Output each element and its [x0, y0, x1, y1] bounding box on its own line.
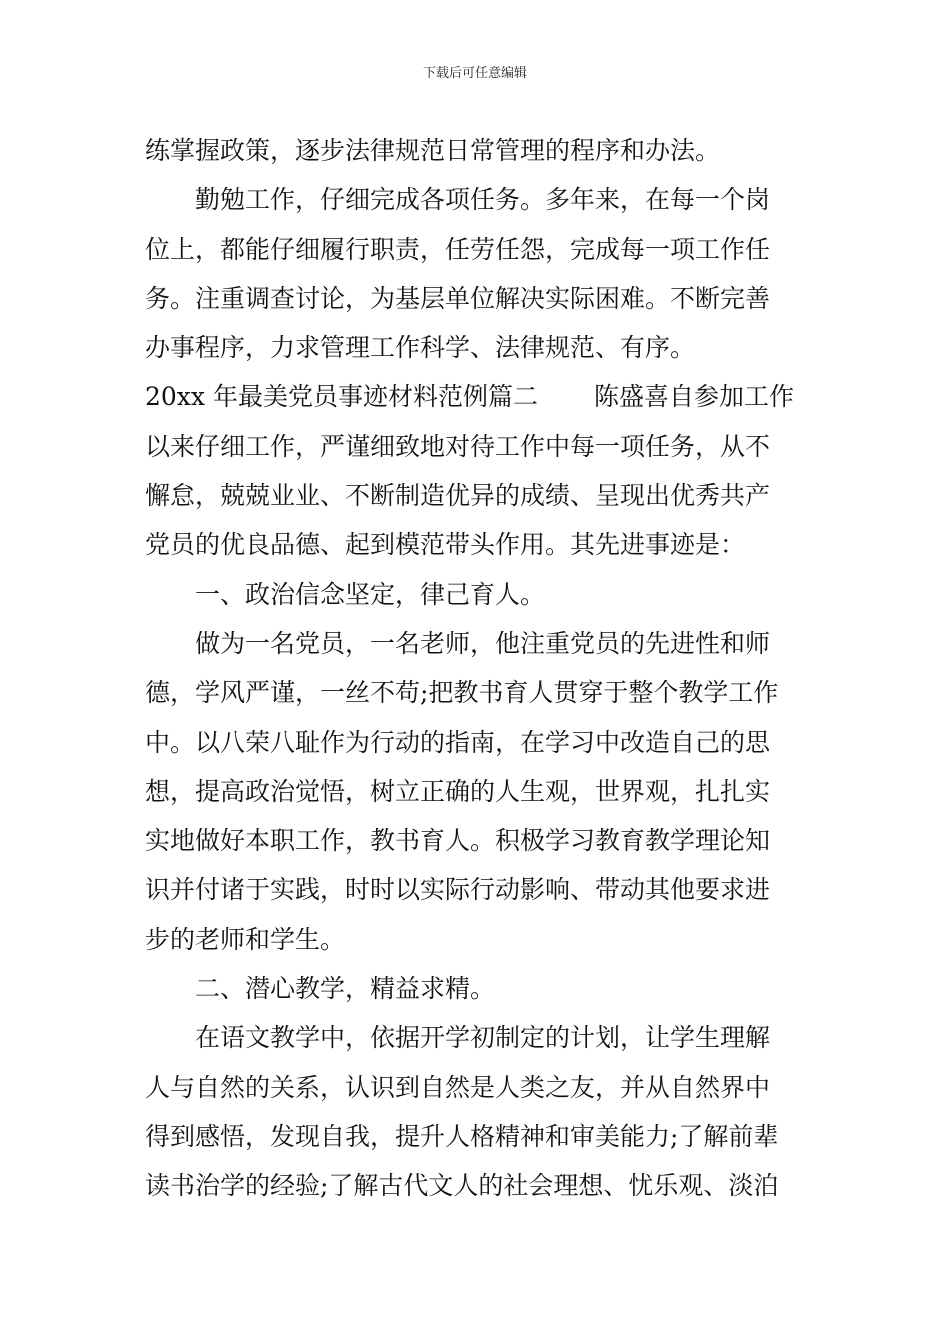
text-line	[145, 422, 807, 471]
line-text: 人与自然的关系，认识到自然是人类之友，并从自然界中	[145, 1072, 771, 1102]
text-line	[145, 471, 807, 520]
document-body	[145, 126, 807, 1211]
text-line	[145, 1161, 807, 1210]
line-text: 练掌握政策，逐步法律规范日常管理的程序和办法。	[145, 136, 721, 165]
line-text: 中。以八荣八耻作为行动的指南，在学习中改造自己的思	[145, 727, 771, 757]
line-text: 办事程序，力求管理工作科学、法律规范、有序。	[145, 333, 696, 363]
text-line	[145, 718, 807, 767]
text-line	[145, 175, 807, 224]
line-text: 一、政治信念坚定，律己育人。	[195, 579, 546, 609]
text-line	[145, 1013, 807, 1062]
text-line	[145, 619, 807, 668]
text-line	[145, 323, 807, 372]
text-line	[145, 520, 807, 569]
line-text: 以来仔细工作，严谨细致地对待工作中每一项任务，从不	[145, 431, 771, 461]
line-text: 实地做好本职工作，教书育人。积极学习教育教学理论知	[145, 826, 771, 856]
line-text: 位上，都能仔细履行职责，任劳任怨，完成每一项工作任	[145, 234, 771, 264]
text-line	[145, 225, 807, 274]
text-line	[145, 816, 807, 865]
line-text: 勤勉工作，仔细完成各项任务。多年来，在每一个岗	[195, 185, 771, 215]
line-text: 德，学风严谨，一丝不苟;把教书育人贯穿于整个教学工作	[145, 678, 779, 708]
line-text: 识并付诸于实践，时时以实际行动影响、带动其他要求进	[145, 875, 771, 905]
line-text: 懈怠，兢兢业业、不断制造优异的成绩、呈现出优秀共产	[145, 481, 771, 511]
line-text: 做为一名党员，一名老师，他注重党员的先进性和师	[195, 628, 771, 658]
line-text: 想，提高政治觉悟，树立正确的人生观，世界观，扎扎实	[145, 776, 771, 806]
text-line	[145, 570, 807, 619]
text-line	[145, 274, 807, 323]
line-text: 务。注重调查讨论，为基层单位解决实际困难。不断完善	[145, 283, 771, 313]
line-text: 得到感悟，发现自我，提升人格精神和审美能力;了解前辈	[145, 1121, 779, 1151]
text-line	[145, 767, 807, 816]
line-text: 步的老师和学生。	[145, 924, 346, 954]
page-header: 下载后可任意编辑	[422, 66, 527, 81]
section-heading: 20xx 年最美党员事迹材料范例篇二	[145, 382, 538, 412]
line-text: 读书治学的经验;了解古代文人的社会理想、忧乐观、淡泊	[145, 1171, 779, 1201]
line-text: 陈盛喜自参加工作	[593, 382, 794, 412]
text-line	[145, 964, 807, 1013]
line-text: 二、潜心教学，精益求精。	[195, 974, 496, 1004]
text-line	[145, 126, 807, 175]
text-line	[145, 865, 807, 914]
text-line	[145, 915, 807, 964]
text-line	[145, 1112, 807, 1161]
line-text: 党员的优良品德、起到模范带头作用。其先进事迹是：	[145, 530, 746, 560]
text-line	[145, 668, 807, 717]
line-text: 在语文教学中，依据开学初制定的计划，让学生理解	[195, 1023, 771, 1053]
text-line	[145, 372, 807, 421]
text-line	[145, 1063, 807, 1112]
